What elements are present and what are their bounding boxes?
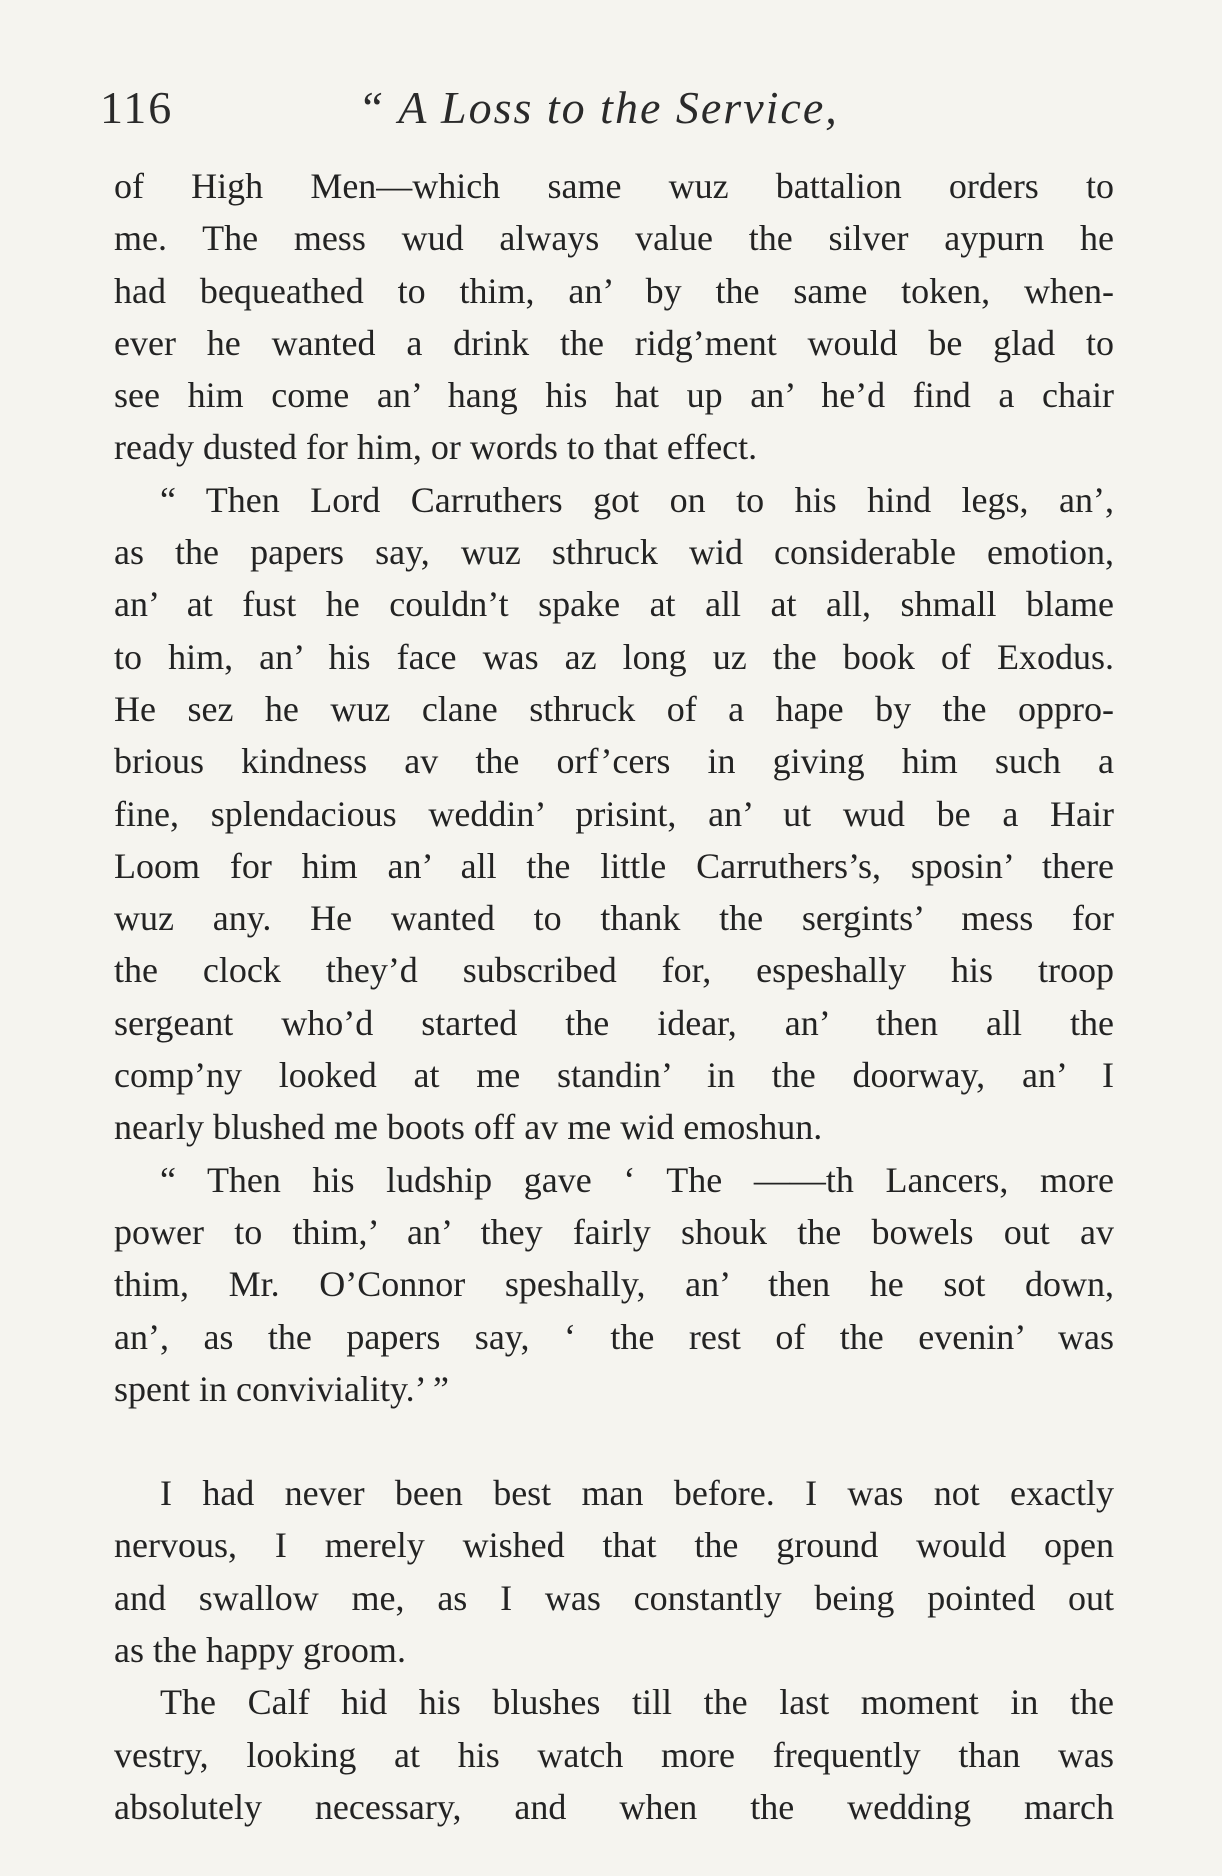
- text-line: I had never been best man before. I was not exactly: [160, 1473, 1114, 1514]
- text-line: an’ at fust he couldn’t spake at all at all, shmall blame: [114, 584, 1114, 625]
- text-line: power to thim,’ an’ they fairly shouk the bowels out av: [114, 1211, 1114, 1252]
- text-line: vestry, looking at his watch more frequently than was: [114, 1734, 1114, 1775]
- page-number: 116: [100, 82, 174, 133]
- text-line: had bequeathed to thim, an’ by the same token, when-: [114, 270, 1114, 311]
- text-line: sergeant who’d started the idear, an’ then all the: [114, 1002, 1114, 1043]
- text-line: as the papers say, wuz sthruck wid considerable emotion,: [114, 532, 1114, 573]
- text-line: the clock they’d subscribed for, espeshally his troop: [114, 950, 1114, 991]
- text-line: wuz any. He wanted to thank the sergints’ mess for: [114, 898, 1114, 939]
- text-line: as the happy groom.: [114, 1630, 406, 1671]
- paragraph: [114, 1154, 1114, 1415]
- text-line: nervous, I merely wished that the ground would open: [114, 1525, 1114, 1566]
- text-line: and swallow me, as I was constantly being pointed out: [114, 1577, 1114, 1618]
- text-line: thim, Mr. O’Connor speshally, an’ then he sot down,: [114, 1264, 1114, 1305]
- chapter-title: “ A Loss to the Service,: [358, 82, 839, 133]
- paragraph: [114, 160, 1114, 474]
- section-break: [114, 1415, 1114, 1467]
- text-line: see him come an’ hang his hat up an’ he’d find a chair: [114, 375, 1114, 416]
- text-line: nearly blushed me boots off av me wid emoshun.: [114, 1107, 823, 1148]
- text-line: Loom for him an’ all the little Carruthers’s, sposin’ there: [114, 845, 1114, 886]
- text-line: spent in conviviality.’ ”: [114, 1368, 449, 1409]
- text-line: me. The mess wud always value the silver aypurn he: [114, 218, 1114, 259]
- text-line: to him, an’ his face was az long uz the book of Exodus.: [114, 636, 1114, 677]
- text-line: of High Men—which same wuz battalion orders to: [114, 166, 1114, 206]
- text-line: fine, splendacious weddin’ prisint, an’ ut wud be a Hair: [114, 793, 1114, 834]
- text-line: ever he wanted a drink the ridg’ment would be glad to: [114, 322, 1114, 363]
- text-line: He sez he wuz clane sthruck of a hape by the oppro-: [114, 688, 1114, 729]
- text-line: comp’ny looked at me standin’ in the doorway, an’ I: [114, 1055, 1114, 1096]
- text-line: an’, as the papers say, ‘ the rest of the evenin’ was: [114, 1316, 1114, 1357]
- text-line: brious kindness av the orf’cers in giving him such a: [114, 741, 1114, 782]
- text-line: The Calf hid his blushes till the last moment in the: [160, 1682, 1114, 1723]
- paragraph: [114, 1676, 1114, 1833]
- text-line: “ Then his ludship gave ‘ The ——th Lancers, more: [160, 1159, 1114, 1200]
- text-line: absolutely necessary, and when the wedding march: [114, 1786, 1114, 1827]
- text-line: ready dusted for him, or words to that effect.: [114, 427, 758, 468]
- running-head: [100, 78, 1110, 138]
- text-line: “ Then Lord Carruthers got on to his hind legs, an’,: [160, 479, 1114, 520]
- paragraph: [114, 474, 1114, 1154]
- body-text: [114, 160, 1114, 1833]
- paragraph: [114, 1467, 1114, 1676]
